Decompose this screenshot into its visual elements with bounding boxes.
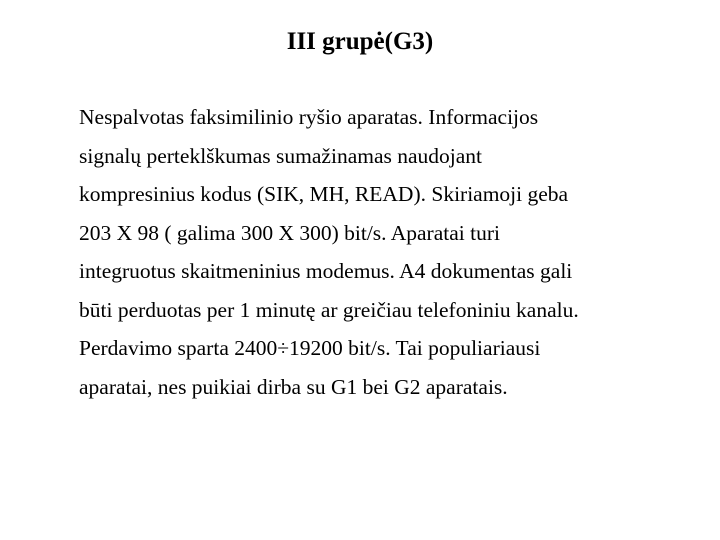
body-line: Perdavimo sparta 2400÷19200 bit/s. Tai populiariausi — [79, 336, 541, 360]
body-line: Nespalvotas faksimilinio ryšio aparatas. Informacijos — [79, 105, 539, 129]
body-line: būti perduotas per 1 minutę ar greičiau telefoniniu kanalu. — [79, 297, 579, 322]
slide-body — [79, 98, 709, 406]
slide-title: III grupė(G3) — [286, 28, 434, 55]
body-line: 203 X 98 ( galima 300 X 300) bit/s. Aparatai turi — [79, 220, 500, 245]
body-line: aparatai, nes puikiai dirba su G1 bei G2 aparatais. — [79, 374, 508, 399]
body-line: integruotus skaitmeninius modemus. A4 dokumentas gali — [79, 259, 573, 283]
body-line: kompresinius kodus (SIK, MH, READ). Skiriamoji geba — [79, 182, 569, 206]
body-line: signalų perteklškumas sumažinamas naudojant — [79, 143, 483, 168]
